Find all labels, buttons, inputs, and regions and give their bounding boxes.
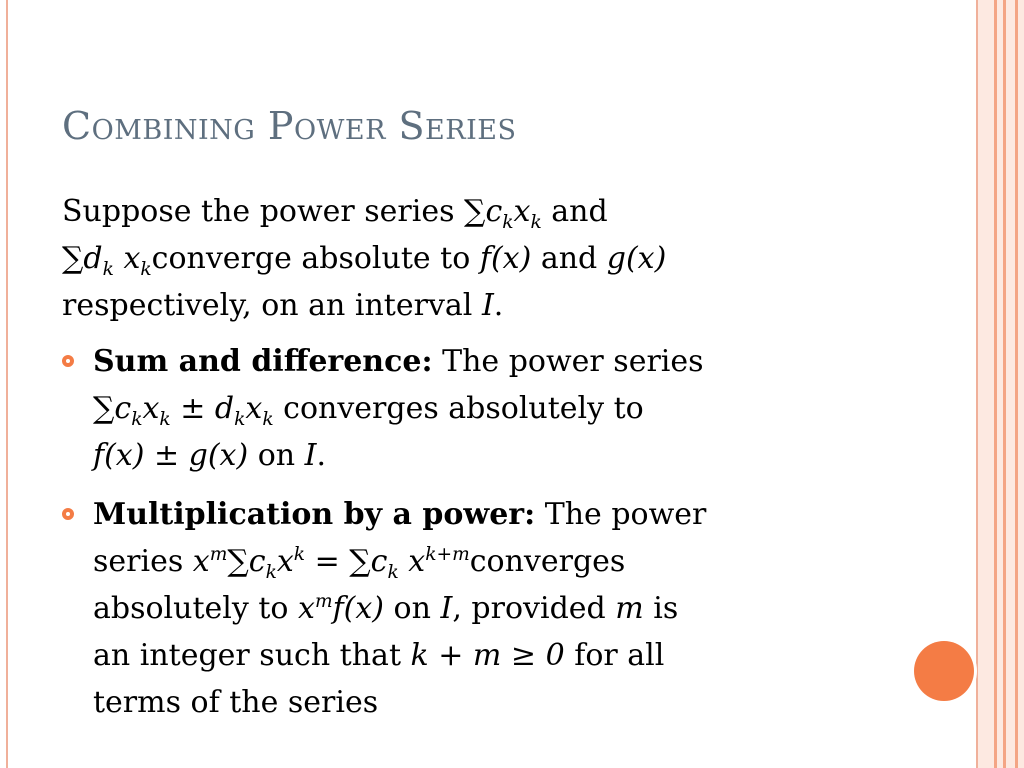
- intro-line-2: $\sum d_k$ $x_kconverge$ absolute to f(x) and g(x): [62, 241, 667, 280]
- bullet-ring-icon: [62, 508, 74, 520]
- left-border-line: [6, 0, 8, 768]
- intro-line-3: respectively, on an interval I.: [62, 288, 504, 323]
- intro-paragraph: [62, 188, 862, 329]
- bullet-item-sum-difference: Sum and difference: The power series $\sum c_kx_k \pm d_kx_k$ converges absolutely to f(x) ± g(x) on I.: [62, 338, 862, 479]
- decorative-circle: [914, 641, 974, 701]
- bullet-list: [62, 338, 862, 738]
- slide-title: Combining Power Series: [62, 104, 517, 148]
- intro-line-1: Suppose the power series $\sum c_kx_k$ and: [62, 194, 608, 233]
- bullet-item-multiplication: Multiplication by a power: The power series $x^m\sum c_kx^k = \sum c_k$ $x^{k+m}converges$ absolutely to $x^mf(x)$ on I, provided m is an integer such that k + m ≥ 0 for all terms of the series: [62, 491, 862, 726]
- bullet-ring-icon: [62, 355, 74, 367]
- right-decorative-stripes: [976, 0, 1024, 768]
